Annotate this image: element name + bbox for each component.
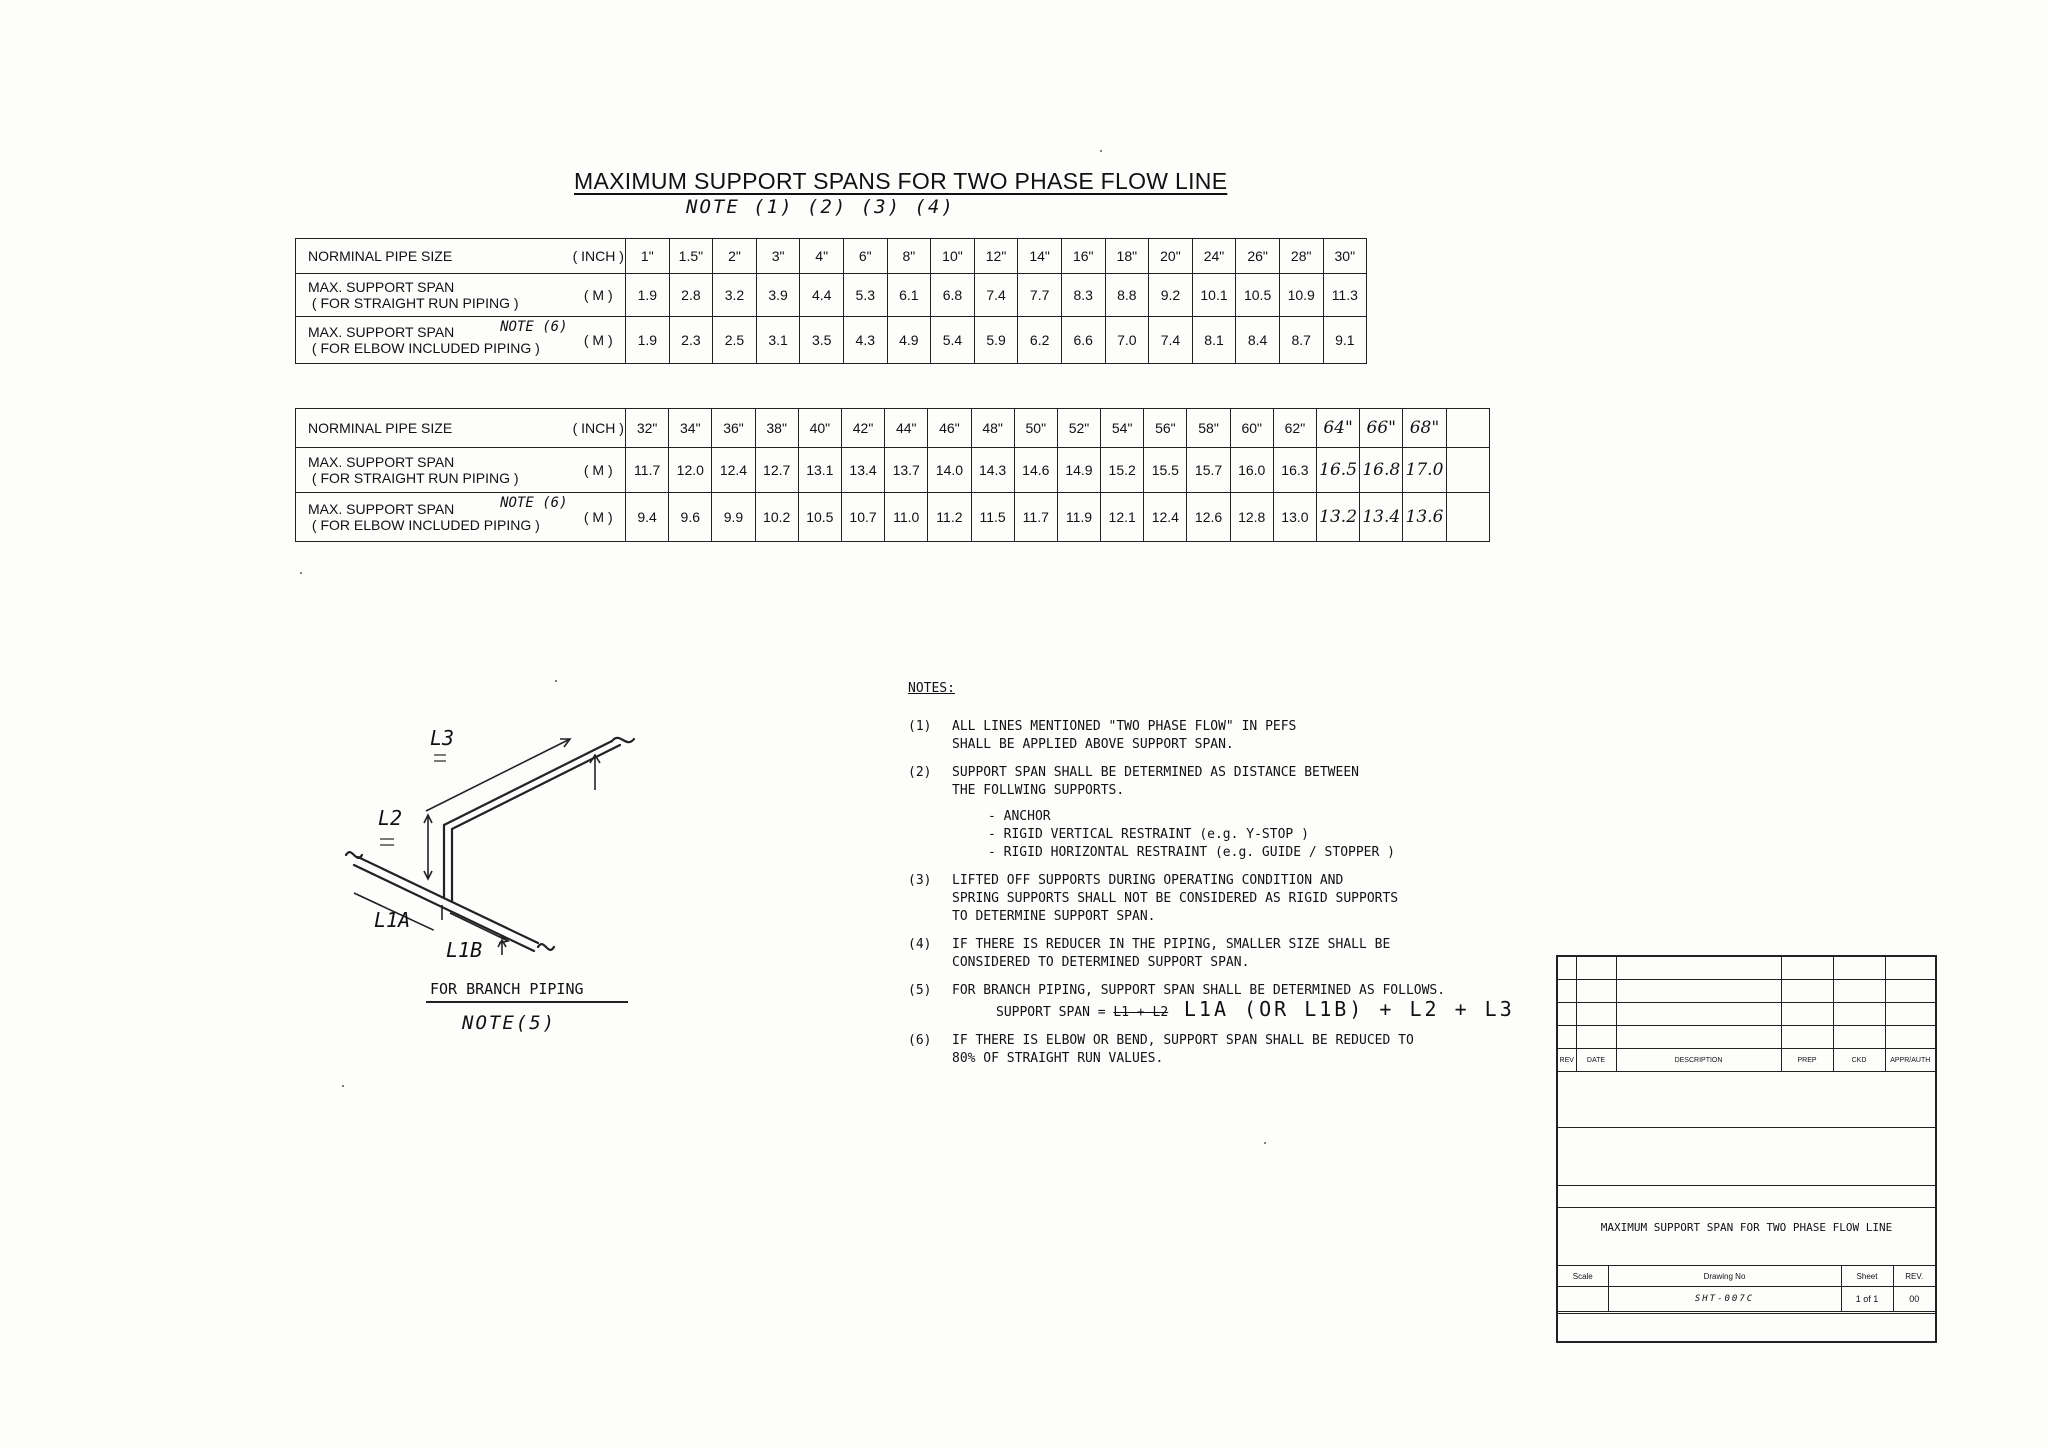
- branch-note-reference: NOTE(5): [462, 1012, 557, 1034]
- branch-caption: FOR BRANCH PIPING: [430, 980, 584, 998]
- unit-meter: ( M ): [572, 493, 626, 542]
- note-line: SUPPORT SPAN SHALL BE DETERMINED AS DISTANCE BETWEEN: [952, 765, 1359, 780]
- scan-speck: [555, 680, 557, 682]
- straight-span-cell: 7.7: [1018, 274, 1062, 317]
- elbow-span-cell: 11.0: [885, 493, 928, 542]
- note-line: FOR BRANCH PIPING, SUPPORT SPAN SHALL BE DETERMINED AS FOLLOWS.: [952, 983, 1446, 998]
- elbow-span-cell: 7.4: [1149, 317, 1193, 364]
- note-sub-item: - ANCHOR: [988, 809, 1051, 824]
- elbow-note-reference: NOTE (6): [500, 495, 568, 511]
- row-label-elbow-span: [296, 317, 572, 364]
- description-header: DESCRIPTION: [1616, 1049, 1781, 1072]
- straight-span-cell: 15.5: [1144, 448, 1187, 493]
- main-pipe-break-right: [538, 944, 554, 950]
- elbow-span-cell: 11.2: [928, 493, 971, 542]
- support-span-formula: [952, 997, 1528, 1022]
- straight-label-line1: MAX. SUPPORT SPAN: [308, 454, 455, 470]
- straight-span-cell: [1446, 448, 1489, 493]
- drawing-no-header: Drawing No: [1608, 1266, 1841, 1287]
- straight-span-cell: 17.0: [1403, 448, 1446, 493]
- table-row-pipe-size: [296, 409, 1490, 448]
- pipe-size-cell: 1.5": [669, 239, 713, 274]
- unit-inch: ( INCH ): [572, 239, 626, 274]
- revision-row: [1558, 980, 1935, 1003]
- elbow-span-cell: 8.7: [1279, 317, 1323, 364]
- notes-heading: NOTES:: [908, 681, 955, 696]
- pipe-size-cell: 36": [712, 409, 755, 448]
- note-number: (4): [908, 937, 932, 952]
- pipe-size-cell: 44": [885, 409, 928, 448]
- pipe-size-cell: 4": [800, 239, 844, 274]
- pipe-size-cell: 28": [1279, 239, 1323, 274]
- drawing-number-header-row: [1558, 1266, 1935, 1287]
- rev-header: REV: [1558, 1049, 1576, 1072]
- caption-underline: [426, 1001, 628, 1003]
- pipe-size-cell: 2": [713, 239, 757, 274]
- straight-span-cell: 10.9: [1279, 274, 1323, 317]
- unit-meter: ( M ): [572, 317, 626, 364]
- label-l3: L3: [430, 726, 455, 750]
- support-span-table-1: [295, 238, 1367, 364]
- elbow-span-cell: 1.9: [626, 317, 670, 364]
- elbow-span-cell: 6.2: [1018, 317, 1062, 364]
- title-block-divider: [1558, 1313, 1935, 1314]
- straight-span-cell: 16.8: [1360, 448, 1403, 493]
- revision-row: [1558, 1003, 1935, 1026]
- elbow-span-cell: 2.5: [713, 317, 757, 364]
- drawing-title-block: [1556, 955, 1937, 1343]
- straight-span-cell: 15.2: [1101, 448, 1144, 493]
- note-2: [908, 764, 1528, 862]
- straight-span-cell: 11.3: [1323, 274, 1367, 317]
- straight-span-cell: 2.8: [669, 274, 713, 317]
- pipe-size-cell: 16": [1061, 239, 1105, 274]
- note-line: IF THERE IS REDUCER IN THE PIPING, SMALLER SIZE SHALL BE: [952, 937, 1391, 952]
- date-header: DATE: [1576, 1049, 1616, 1072]
- pipe-size-cell: 8": [887, 239, 931, 274]
- pipe-size-cell: 46": [928, 409, 971, 448]
- elbow-span-cell: 8.1: [1192, 317, 1236, 364]
- title-block-divider: [1558, 1207, 1935, 1208]
- pipe-size-cell: 40": [798, 409, 841, 448]
- elbow-span-cell: 10.7: [841, 493, 884, 542]
- row-label-pipe-size: NORMINAL PIPE SIZE: [296, 239, 572, 274]
- straight-label-line2: ( FOR STRAIGHT RUN PIPING ): [311, 295, 519, 311]
- note-line: SHALL BE APPLIED ABOVE SUPPORT SPAN.: [952, 737, 1234, 752]
- elbow-span-cell: 10.2: [755, 493, 798, 542]
- table-row-pipe-size: [296, 239, 1367, 274]
- pipe-size-cell: 38": [755, 409, 798, 448]
- elbow-span-cell: 12.6: [1187, 493, 1230, 542]
- elbow-span-cell: 12.1: [1101, 493, 1144, 542]
- straight-span-cell: 12.4: [712, 448, 755, 493]
- note-line: LIFTED OFF SUPPORTS DURING OPERATING CONDITION AND: [952, 873, 1344, 888]
- elbow-span-cell: 9.4: [626, 493, 669, 542]
- formula-prefix: SUPPORT SPAN =: [996, 1005, 1114, 1020]
- straight-span-cell: 3.9: [756, 274, 800, 317]
- pipe-size-cell: 60": [1230, 409, 1273, 448]
- label-l2: L2: [378, 806, 403, 830]
- branch-piping-diagram: [330, 715, 650, 985]
- unit-meter: ( M ): [572, 448, 626, 493]
- straight-span-cell: 6.8: [931, 274, 975, 317]
- straight-span-cell: 1.9: [626, 274, 670, 317]
- pipe-size-cell: 50": [1014, 409, 1057, 448]
- rev-no-header: REV.: [1893, 1266, 1935, 1287]
- unit-meter: ( M ): [572, 274, 626, 317]
- title-note-reference: NOTE (1) (2) (3) (4): [686, 196, 955, 218]
- ckd-header: CKD: [1833, 1049, 1885, 1072]
- elbow-span-cell: 11.9: [1057, 493, 1100, 542]
- straight-span-cell: 13.7: [885, 448, 928, 493]
- pipe-size-cell: 18": [1105, 239, 1149, 274]
- formula-handwritten: L1A (OR L1B) + L2 + L3: [1183, 997, 1515, 1021]
- label-l1a: L1A: [374, 908, 411, 932]
- pipe-size-cell: 24": [1192, 239, 1236, 274]
- elbow-span-cell: 11.5: [971, 493, 1014, 542]
- table-row-straight-span: [296, 448, 1490, 493]
- elbow-span-cell: 4.9: [887, 317, 931, 364]
- sheet-header: Sheet: [1841, 1266, 1893, 1287]
- scale-value: [1558, 1287, 1608, 1312]
- pipe-size-cell: 48": [971, 409, 1014, 448]
- scan-speck: [300, 572, 302, 574]
- pipe-size-cell: 14": [1018, 239, 1062, 274]
- pipe-size-cell: 34": [669, 409, 712, 448]
- pipe-size-cell: 32": [626, 409, 669, 448]
- pipe-size-cell: 12": [974, 239, 1018, 274]
- pipe-size-cell: [1446, 409, 1489, 448]
- pipe-size-cell: 68": [1403, 409, 1446, 448]
- note-4: [908, 936, 1528, 972]
- straight-span-cell: 16.5: [1317, 448, 1360, 493]
- note-number: (5): [908, 983, 932, 998]
- straight-span-cell: 8.8: [1105, 274, 1149, 317]
- elbow-note-reference: NOTE (6): [500, 319, 568, 335]
- rev-value: 00: [1893, 1287, 1935, 1312]
- pipe-size-cell: 20": [1149, 239, 1193, 274]
- drawing-number-table: [1558, 1265, 1935, 1312]
- elbow-label-line1: MAX. SUPPORT SPAN: [308, 324, 455, 340]
- drawing-number-value-row: [1558, 1287, 1935, 1312]
- elbow-span-cell: 13.0: [1273, 493, 1316, 542]
- elbow-span-cell: 4.3: [843, 317, 887, 364]
- branch-horizontal: [444, 741, 612, 825]
- branch-pipe-break: [612, 738, 634, 742]
- note-sub-item: - RIGID HORIZONTAL RESTRAINT (e.g. GUIDE / STOPPER ): [988, 845, 1395, 860]
- revision-row: [1558, 957, 1935, 980]
- note-number: (1): [908, 719, 932, 734]
- note-3: [908, 872, 1528, 926]
- straight-span-cell: 14.0: [928, 448, 971, 493]
- elbow-label-line1: MAX. SUPPORT SPAN: [308, 501, 455, 517]
- scan-speck: [342, 1085, 344, 1087]
- straight-span-cell: 11.7: [626, 448, 669, 493]
- revision-header-row: [1558, 1049, 1935, 1072]
- note-number: (3): [908, 873, 932, 888]
- row-label-elbow-span: [296, 493, 572, 542]
- elbow-span-cell: 7.0: [1105, 317, 1149, 364]
- pipe-size-cell: 64": [1317, 409, 1360, 448]
- straight-span-cell: 16.3: [1273, 448, 1316, 493]
- scan-speck: [1264, 1142, 1266, 1144]
- straight-span-cell: 14.9: [1057, 448, 1100, 493]
- note-line: CONSIDERED TO DETERMINED SUPPORT SPAN.: [952, 955, 1250, 970]
- straight-span-cell: 14.6: [1014, 448, 1057, 493]
- prep-header: PREP: [1781, 1049, 1833, 1072]
- note-1: [908, 718, 1528, 754]
- revision-table: [1558, 957, 1935, 1072]
- page-title: MAXIMUM SUPPORT SPANS FOR TWO PHASE FLOW LINE: [574, 168, 1228, 194]
- unit-inch: ( INCH ): [572, 409, 626, 448]
- row-label-straight-span: [296, 448, 572, 493]
- pipe-size-cell: 3": [756, 239, 800, 274]
- table-row-elbow-span: [296, 317, 1367, 364]
- flow-marks: [380, 755, 446, 845]
- straight-label-line2: ( FOR STRAIGHT RUN PIPING ): [311, 470, 519, 486]
- elbow-span-cell: 10.5: [798, 493, 841, 542]
- pipe-size-cell: 58": [1187, 409, 1230, 448]
- straight-span-cell: 15.7: [1187, 448, 1230, 493]
- straight-span-cell: 13.4: [841, 448, 884, 493]
- support-span-table-2: [295, 408, 1490, 542]
- elbow-span-cell: 12.8: [1230, 493, 1273, 542]
- elbow-span-cell: 12.4: [1144, 493, 1187, 542]
- pipe-size-cell: 30": [1323, 239, 1367, 274]
- scan-speck: [1100, 150, 1102, 152]
- elbow-label-line2: ( FOR ELBOW INCLUDED PIPING ): [311, 340, 540, 356]
- elbow-span-cell: 5.9: [974, 317, 1018, 364]
- appr-header: APPR/AUTH: [1885, 1049, 1935, 1072]
- formula-struck-text: L1 + L2: [1113, 1005, 1169, 1020]
- elbow-span-cell: 5.4: [931, 317, 975, 364]
- elbow-span-cell: 13.4: [1360, 493, 1403, 542]
- straight-span-cell: 9.2: [1149, 274, 1193, 317]
- table-row-elbow-span: [296, 493, 1490, 542]
- pipe-size-cell: 26": [1236, 239, 1280, 274]
- elbow-span-cell: 3.5: [800, 317, 844, 364]
- pipe-size-cell: 56": [1144, 409, 1187, 448]
- straight-span-cell: 12.7: [755, 448, 798, 493]
- pipe-size-cell: 42": [841, 409, 884, 448]
- elbow-label-line2: ( FOR ELBOW INCLUDED PIPING ): [311, 517, 540, 533]
- elbow-span-cell: 6.6: [1061, 317, 1105, 364]
- pipe-size-cell: 54": [1101, 409, 1144, 448]
- elbow-span-cell: 8.4: [1236, 317, 1280, 364]
- scale-header: Scale: [1558, 1266, 1608, 1287]
- elbow-span-cell: 2.3: [669, 317, 713, 364]
- straight-span-cell: 8.3: [1061, 274, 1105, 317]
- straight-span-cell: 10.5: [1236, 274, 1280, 317]
- note-line: SPRING SUPPORTS SHALL NOT BE CONSIDERED AS RIGID SUPPORTS: [952, 891, 1399, 906]
- table-row-straight-span: [296, 274, 1367, 317]
- elbow-span-cell: 13.6: [1403, 493, 1446, 542]
- straight-span-cell: 12.0: [669, 448, 712, 493]
- straight-label-line1: MAX. SUPPORT SPAN: [308, 279, 455, 295]
- straight-span-cell: 7.4: [974, 274, 1018, 317]
- straight-span-cell: 10.1: [1192, 274, 1236, 317]
- elbow-span-cell: 13.2: [1317, 493, 1360, 542]
- pipe-size-cell: 66": [1360, 409, 1403, 448]
- note-number: (6): [908, 1033, 932, 1048]
- pipe-size-cell: 6": [843, 239, 887, 274]
- row-label-straight-span: [296, 274, 572, 317]
- notes-section: [908, 680, 1528, 1078]
- drawing-number: SHT-007C: [1608, 1287, 1841, 1312]
- elbow-span-cell: 9.9: [712, 493, 755, 542]
- straight-span-cell: 16.0: [1230, 448, 1273, 493]
- sheet-value: 1 of 1: [1841, 1287, 1893, 1312]
- note-line: ALL LINES MENTIONED "TWO PHASE FLOW" IN PEFS: [952, 719, 1297, 734]
- note-line: TO DETERMINE SUPPORT SPAN.: [952, 909, 1156, 924]
- title-block-divider: [1558, 1127, 1935, 1128]
- title-block-divider: [1558, 1185, 1935, 1186]
- pipe-size-cell: 52": [1057, 409, 1100, 448]
- note-number: (2): [908, 765, 932, 780]
- straight-span-cell: 3.2: [713, 274, 757, 317]
- pipe-size-cell: 62": [1273, 409, 1316, 448]
- straight-span-cell: 14.3: [971, 448, 1014, 493]
- straight-span-cell: 5.3: [843, 274, 887, 317]
- dimension-l1b: [450, 913, 508, 941]
- row-label-pipe-size: NORMINAL PIPE SIZE: [296, 409, 572, 448]
- straight-span-cell: 6.1: [887, 274, 931, 317]
- elbow-span-cell: 9.1: [1323, 317, 1367, 364]
- note-line: 80% OF STRAIGHT RUN VALUES.: [952, 1051, 1164, 1066]
- note-6: [908, 1032, 1528, 1068]
- elbow-span-cell: [1446, 493, 1489, 542]
- drawing-title: MAXIMUM SUPPORT SPAN FOR TWO PHASE FLOW LINE: [1600, 1221, 1893, 1234]
- straight-span-cell: 13.1: [798, 448, 841, 493]
- note-line: THE FOLLWING SUPPORTS.: [952, 783, 1125, 798]
- note-line: IF THERE IS ELBOW OR BEND, SUPPORT SPAN SHALL BE REDUCED TO: [952, 1033, 1414, 1048]
- note-sub-item: - RIGID VERTICAL RESTRAINT (e.g. Y-STOP ): [988, 827, 1309, 842]
- elbow-span-cell: 3.1: [756, 317, 800, 364]
- pipe-size-cell: 10": [931, 239, 975, 274]
- elbow-span-cell: 9.6: [669, 493, 712, 542]
- label-l1b: L1B: [446, 938, 483, 962]
- elbow-span-cell: 11.7: [1014, 493, 1057, 542]
- note-5: [908, 982, 1528, 1022]
- pipe-size-cell: 1": [626, 239, 670, 274]
- straight-span-cell: 4.4: [800, 274, 844, 317]
- revision-row: [1558, 1026, 1935, 1049]
